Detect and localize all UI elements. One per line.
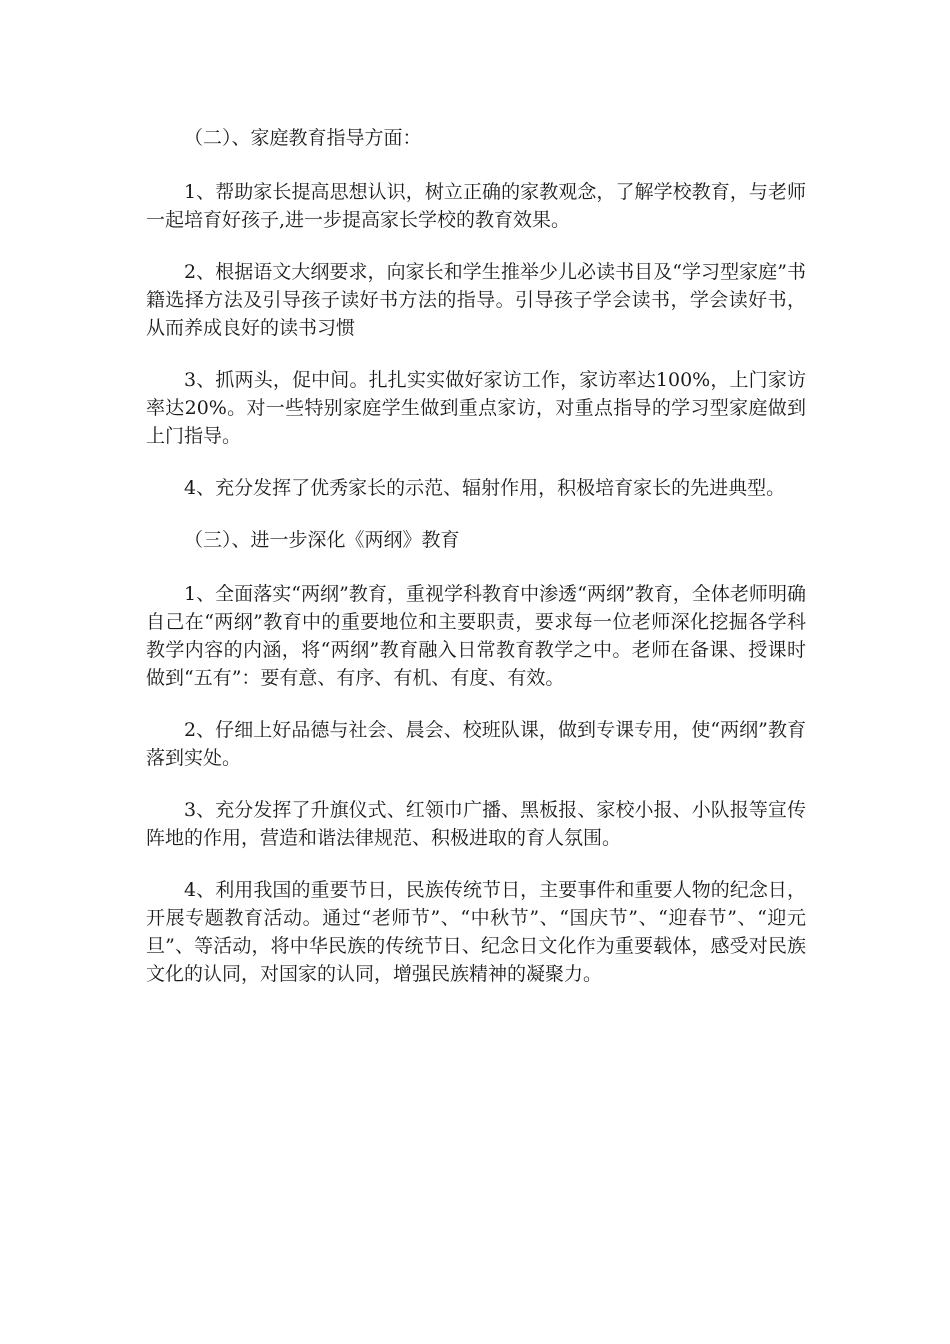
document-page xyxy=(146,124,806,1012)
paragraph-3-3: 3、充分发挥了升旗仪式、红领巾广播、黑板报、家校小报、小队报等宣传阵地的作用，营造和谐法律规范、积极进取的育人氛围。 xyxy=(146,799,806,849)
paragraph-2-1: 1、帮助家长提高思想认识，树立正确的家教观念，了解学校教育，与老师一起培育好孩子,进一步提高家长学校的教育效果。 xyxy=(146,181,806,231)
paragraph-3-4: 4、利用我国的重要节日，民族传统节日，主要事件和重要人物的纪念日，开展专题教育活动。通过“老师节”、“中秋节”、“国庆节”、“迎春节”、“迎元旦”、等活动，将中华民族的传统节日、纪念日文化作为重要载体，感受对民族文化的认同，对国家的认同，增强民族精神的凝聚力。 xyxy=(146,879,806,985)
paragraph-2-4: 4、充分发挥了优秀家长的示范、辐射作用，积极培育家长的先进典型。 xyxy=(184,477,786,499)
section-heading-family-guidance: （二）、家庭教育指导方面： xyxy=(184,127,422,149)
paragraph-3-1: 1、全面落实“两纲”教育，重视学科教育中渗透“两纲”教育，全体老师明确自己在“两纲”教育中的重要地位和主要职责，要求每一位老师深化挖掘各学科教学内容的内涵，将“两纲”教育融入日常教育教学之中。老师在备课、授课时做到“五有”：要有意、有序、有机、有度、有效。 xyxy=(146,583,806,689)
paragraph-2-2: 2、根据语文大纲要求，向家长和学生推举少儿必读书目及“学习型家庭”书籍选择方法及引导孩子读好书方法的指导。引导孩子学会读书，学会读好书，从而养成良好的读书习惯 xyxy=(146,261,806,339)
paragraph-3-2: 2、仔细上好品德与社会、晨会、校班队课，做到专课专用，使“两纲”教育落到实处。 xyxy=(146,719,806,769)
paragraph-2-3: 3、抓两头，促中间。扎扎实实做好家访工作，家访率达100%，上门家访率达20%。对一些特别家庭学生做到重点家访，对重点指导的学习型家庭做到上门指导。 xyxy=(146,369,806,447)
section-heading-two-outlines: （三）、进一步深化《两纲》教育 xyxy=(184,529,460,551)
